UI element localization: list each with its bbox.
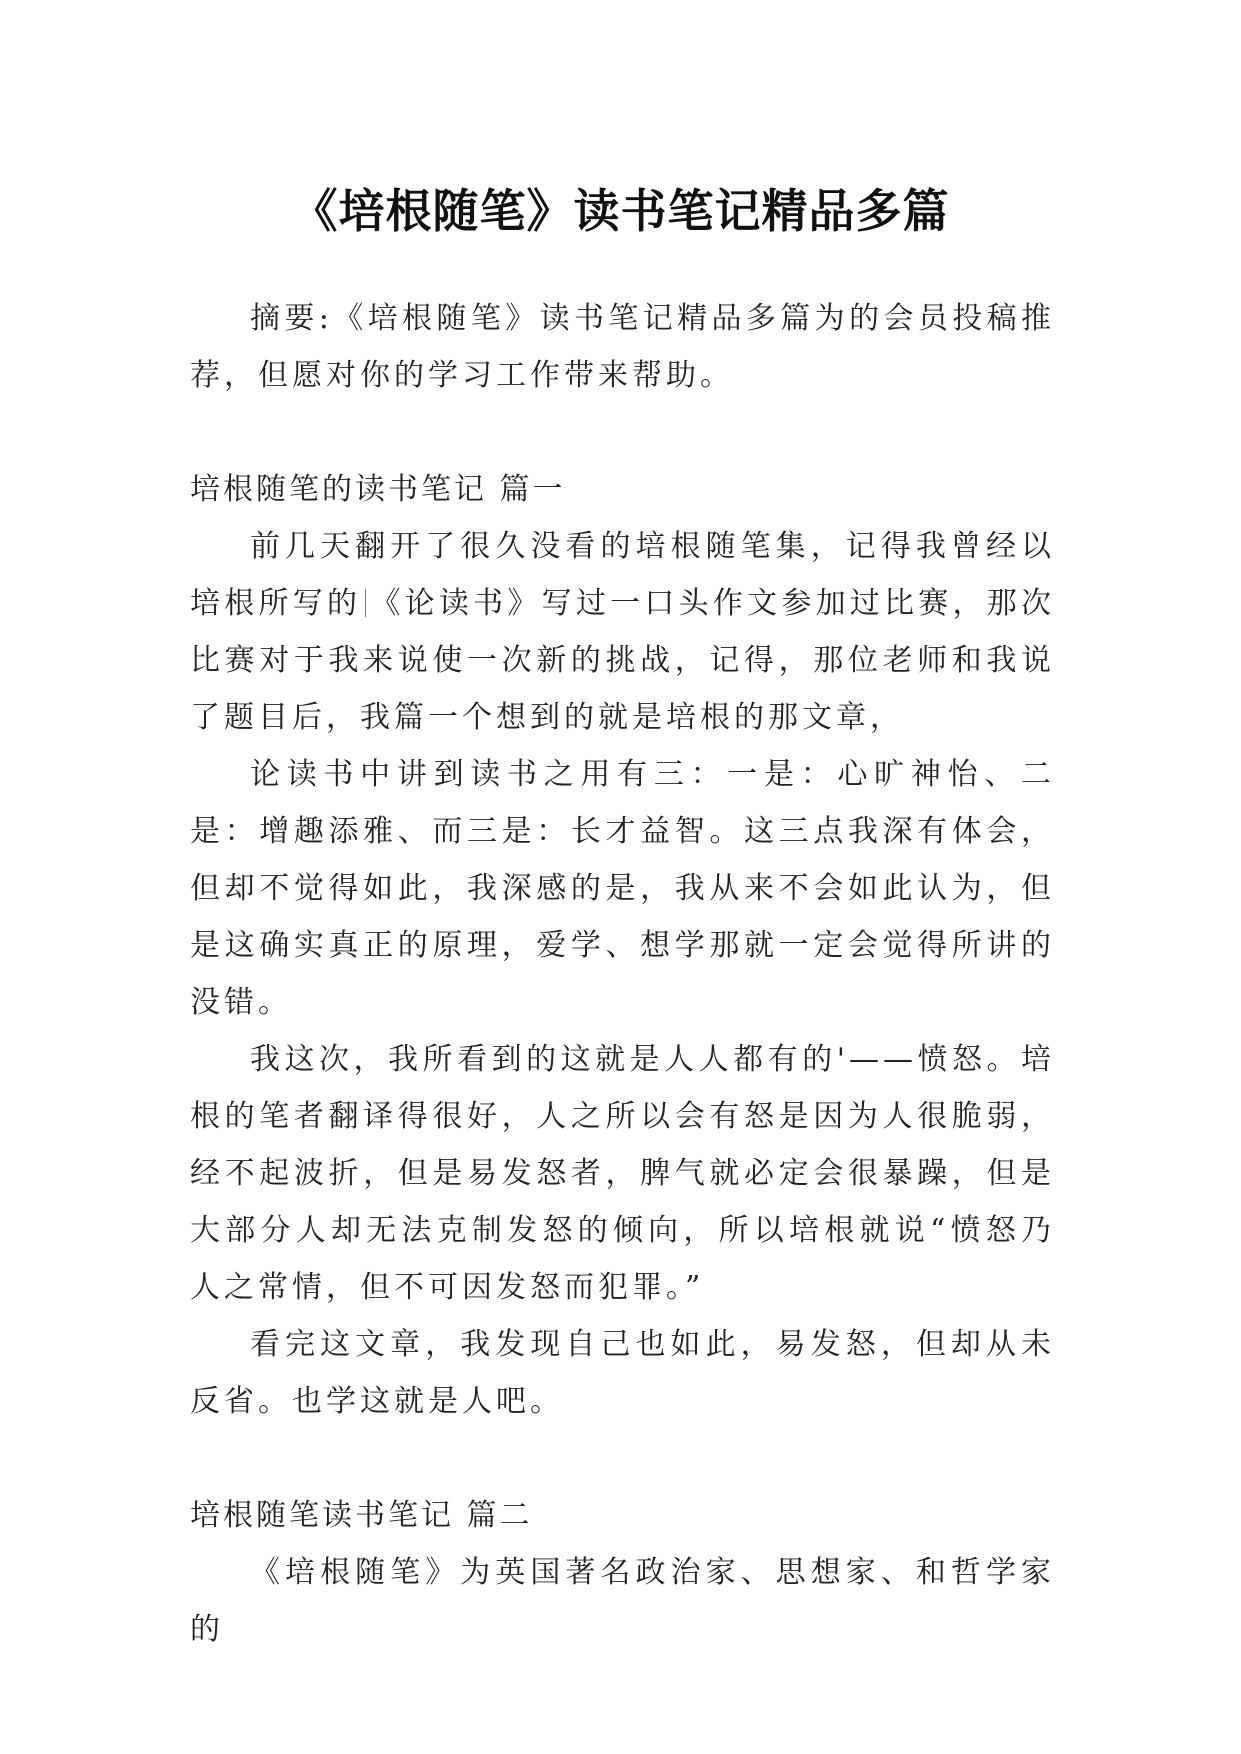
paragraph-text-after-cursor: 《论读书》写过一口头作文参加过比赛，那次比赛对于我来说使一次新的挑战，记得，那位老师和我说了题目后，我篇一个想到的就是培根的那文章， xyxy=(190,586,1056,735)
section-heading-two: 培根随笔读书笔记 篇二 xyxy=(190,1498,533,1533)
section-one-paragraph-3: 我这次，我所看到的这就是人人都有的'——愤怒。培根的笔者翻译得很好，人之所以会有怒是因为人很脆弱，经不起波折，但是易发怒者，脾气就必定会很暴躁，但是大部分人却无法克制发怒的倾向，所以培根就说“愤怒乃人之常情，但不可因发怒而犯罪。” xyxy=(190,1042,1055,1305)
paragraph-text-before-cursor: 前几天翻开了很久没看的培根随笔集，记得我曾经以培根所写的 xyxy=(190,529,1055,621)
abstract-paragraph: 摘要:《培根随笔》读书笔记精品多篇为的会员投稿推荐，但愿对你的学习工作带来帮助。 xyxy=(190,301,1055,393)
document-title: 《培根随笔》读书笔记精品多篇 xyxy=(291,183,950,238)
section-one xyxy=(190,461,1055,1430)
text-cursor-mark xyxy=(365,589,366,617)
document-body xyxy=(190,290,1055,1658)
section-two xyxy=(190,1487,1055,1658)
section-one-paragraph-4: 看完这文章，我发现自己也如此，易发怒，但却从未反省。也学这就是人吧。 xyxy=(190,1327,1055,1419)
section-heading-one: 培根随笔的读书笔记 篇一 xyxy=(190,472,566,507)
section-one-paragraph-2: 论读书中讲到读书之用有三：一是：心旷神怡、二是：增趣添雅、而三是：长才益智。这三点我深有体会，但却不觉得如此，我深感的是，我从来不会如此认为，但是这确实真正的原理，爱学、想学那就一定会觉得所讲的没错。 xyxy=(190,757,1055,1020)
section-one-paragraph-1 xyxy=(190,518,1055,746)
section-two-paragraph-1: 《培根随笔》为英国著名政治家、思想家、和哲学家的 xyxy=(190,1555,1055,1647)
